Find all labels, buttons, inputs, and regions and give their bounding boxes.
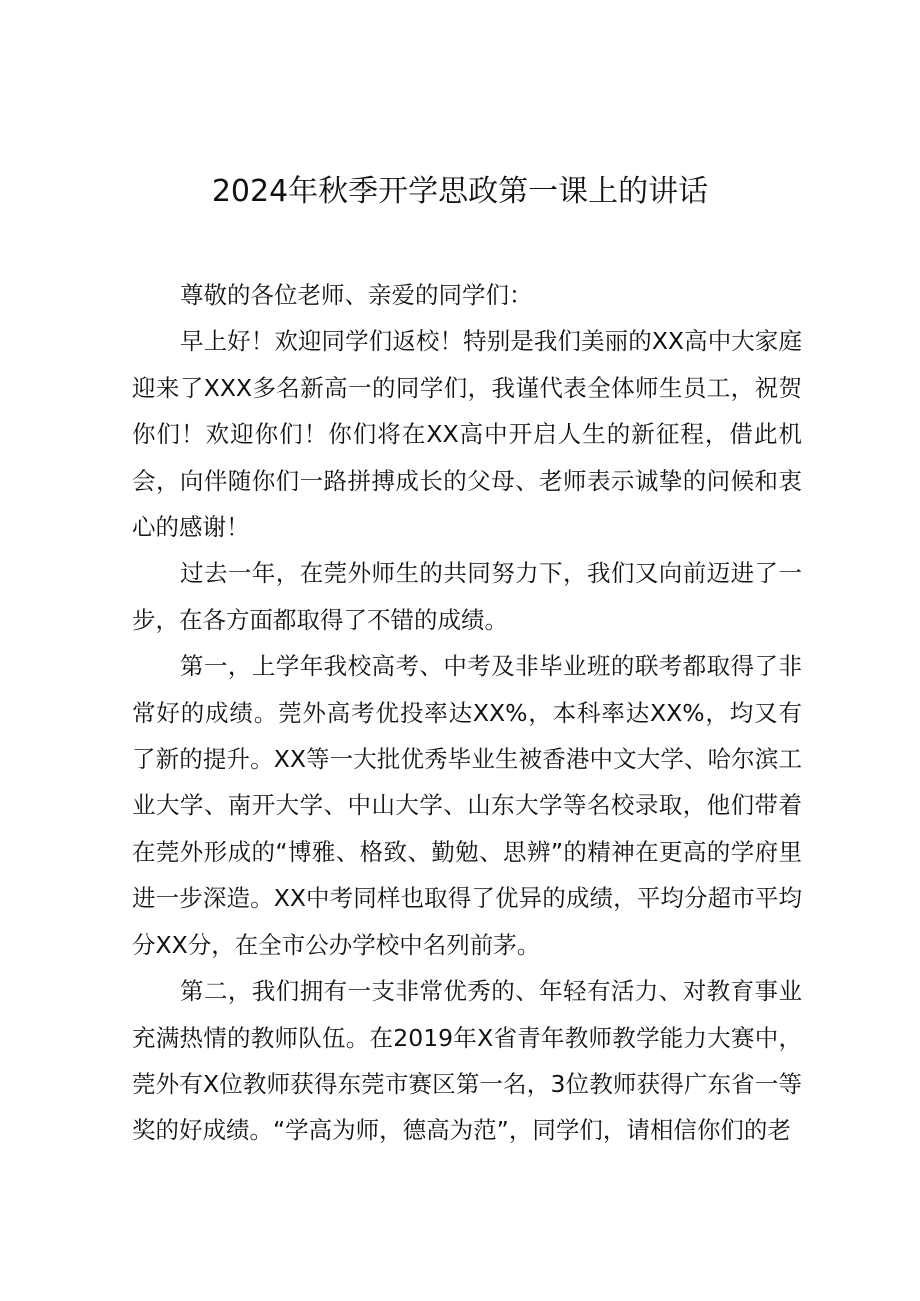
body-paragraph: 第二，我们拥有一支非常优秀的、年轻有活力、对教育事业充满热情的教师队伍。在2019年X省青年教师教学能力大赛中，莞外有X位教师获得东莞市赛区第一名，3位教师获得广东省一等奖的好成绩。“学高为师，德高为范”，同学们，请相信你们的老: [132, 977, 802, 1145]
document-title: 2024年秋季开学思政第一课上的讲话: [211, 174, 709, 209]
body-paragraph: 早上好！欢迎同学们返校！特别是我们美丽的XX高中大家庭迎来了XXX多名新高一的同学们，我谨代表全体师生员工，祝贺你们！欢迎你们！你们将在XX高中开启人生的新征程，借此机会，向伴随你们一路拼搏成长的父母、老师表示诚挚的问候和衷心的感谢！: [132, 327, 802, 542]
document-body: [132, 272, 802, 1154]
body-paragraph: 第一，上学年我校高考、中考及非毕业班的联考都取得了非常好的成绩。莞外高考优投率达XX%，本科率达XX%，均又有了新的提升。XX等一大批优秀毕业生被香港中文大学、哈尔滨工业大学、南开大学、中山大学、山东大学等名校录取，他们带着在莞外形成的“博雅、格致、勤勉、思辨”的精神在更高的学府里进一步深造。XX中考同样也取得了优异的成绩，平均分超市平均分XX分，在全市公办学校中名列前茅。: [132, 652, 802, 959]
salutation-paragraph: 尊敬的各位老师、亲爱的同学们：: [180, 281, 533, 309]
body-paragraph: 过去一年，在莞外师生的共同努力下，我们又向前迈进了一步，在各方面都取得了不错的成绩。: [132, 559, 802, 634]
